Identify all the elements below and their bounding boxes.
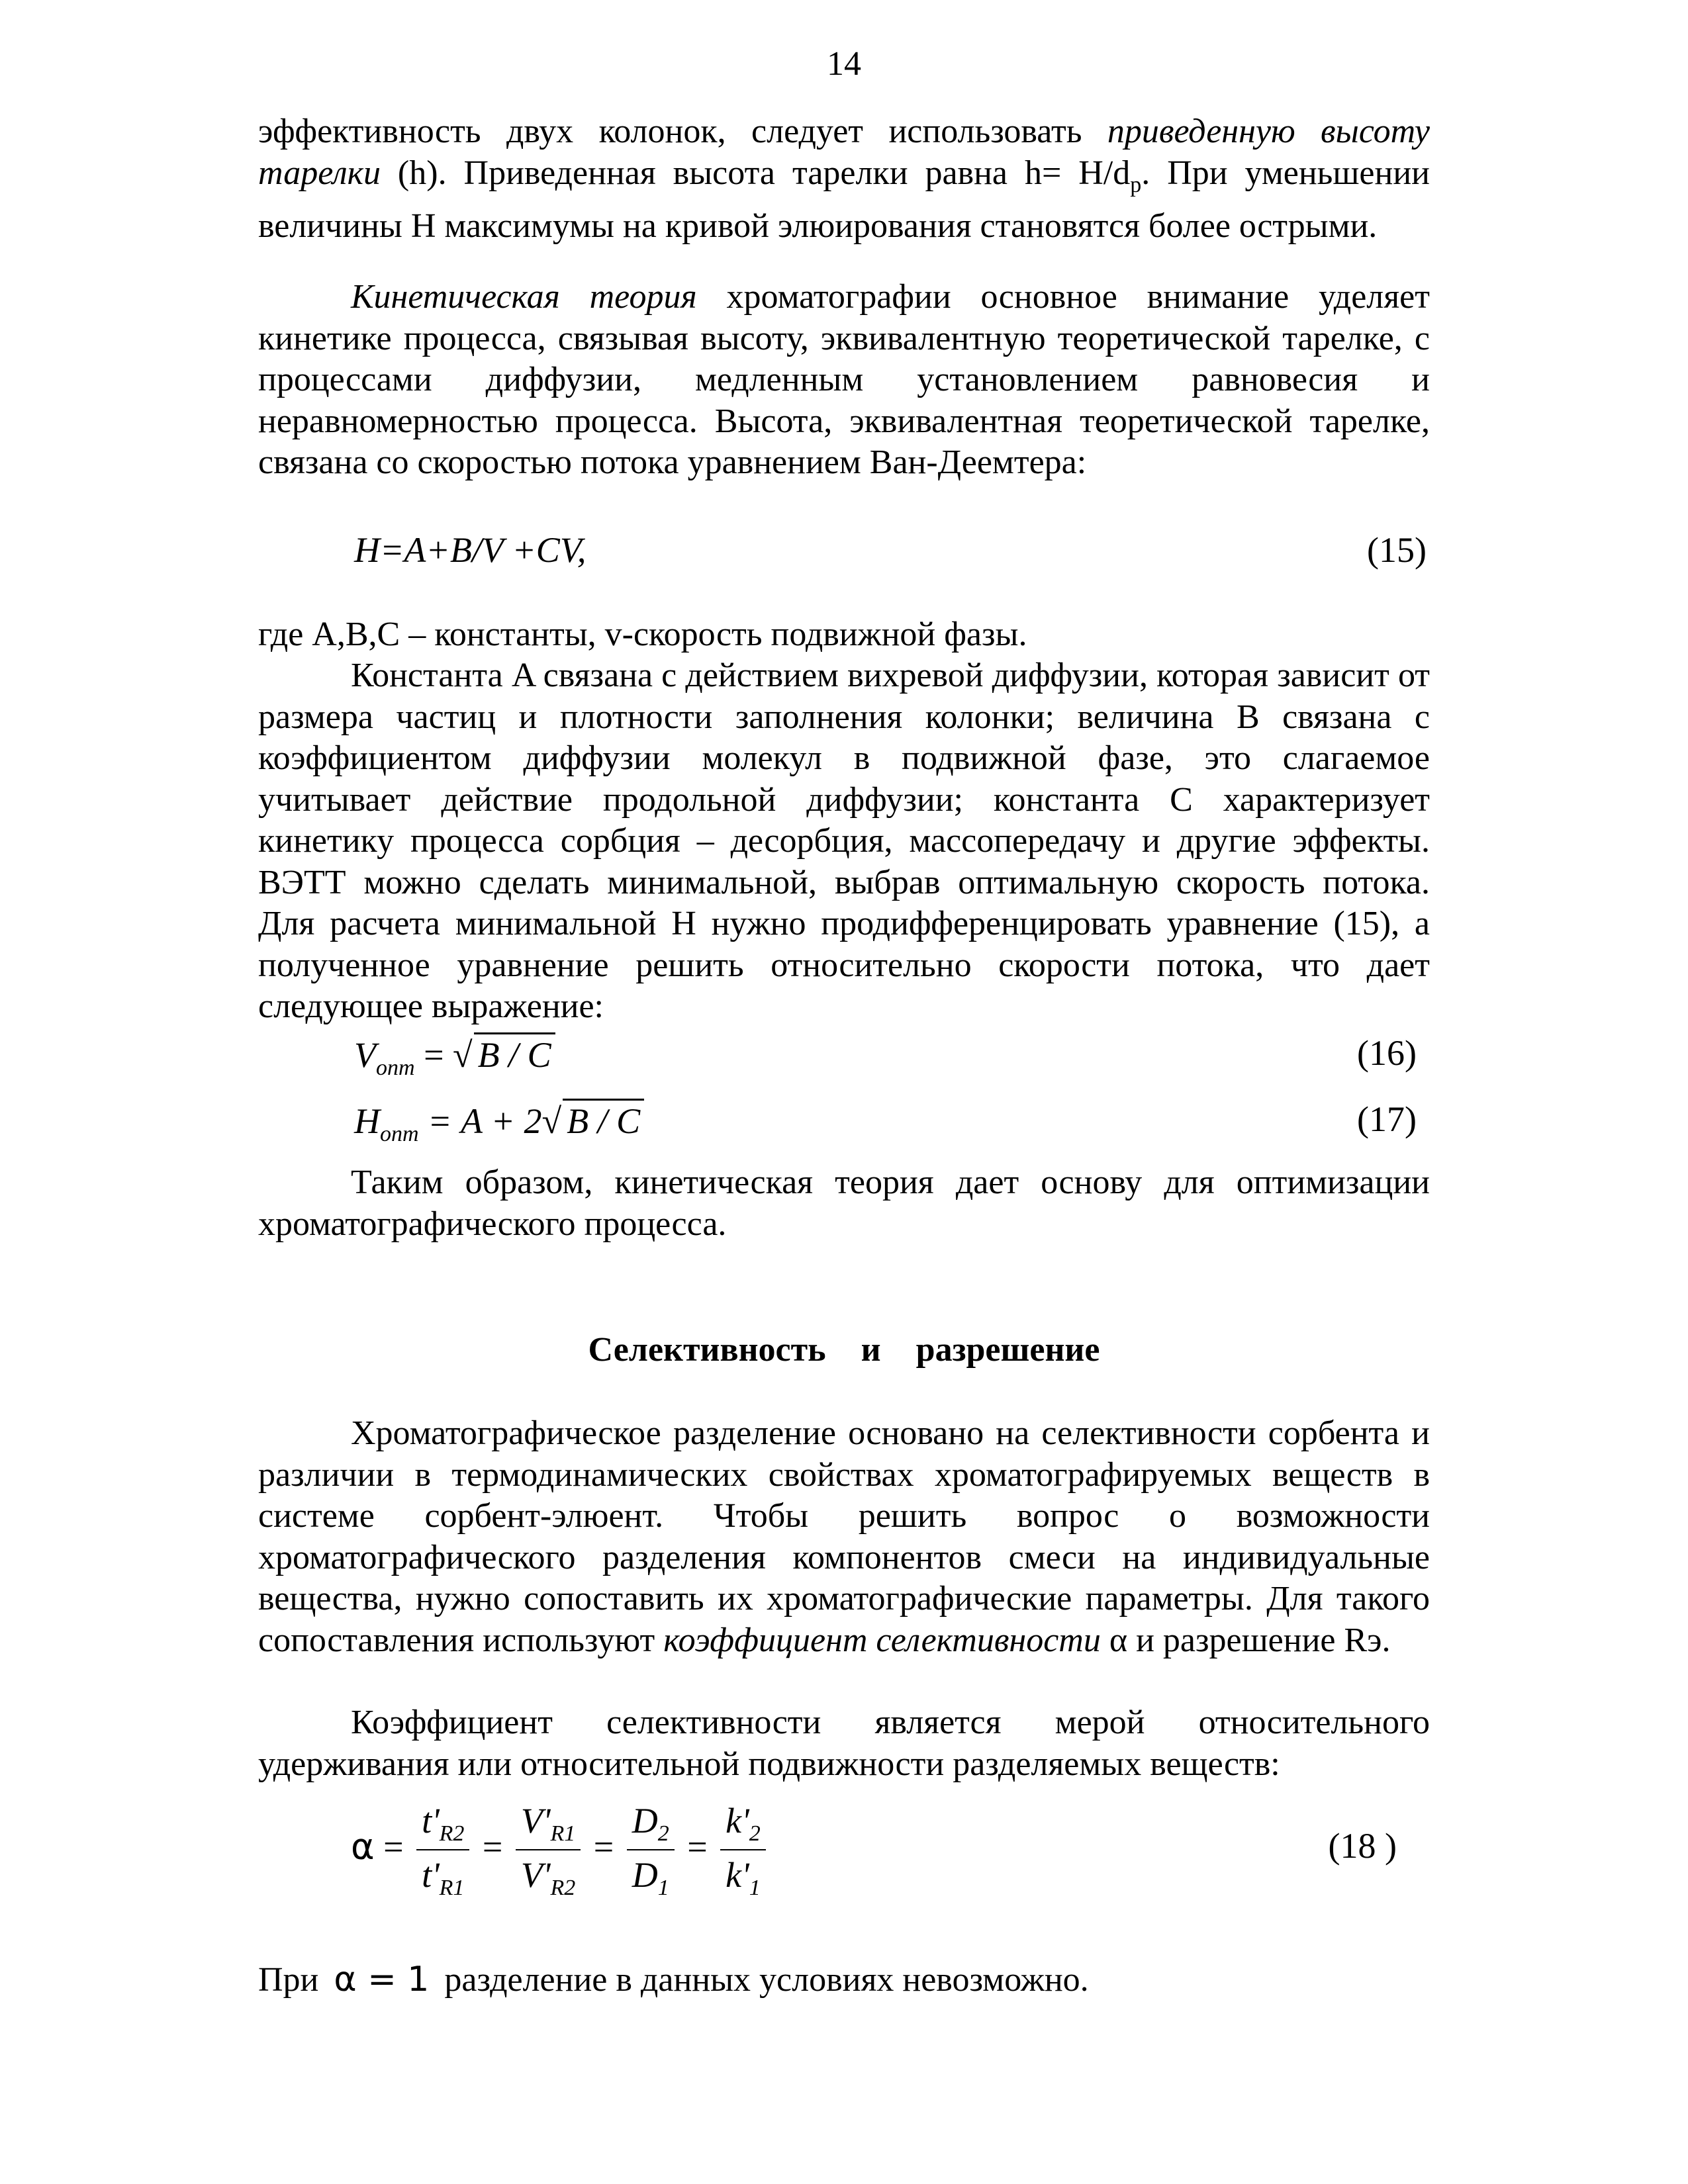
f1-num-sub: R2 — [439, 1821, 465, 1846]
equation-18-formula — [351, 1800, 770, 1901]
paragraph-alpha-one — [258, 1959, 1430, 2001]
f1-den: t' — [422, 1855, 440, 1895]
equation-18-number: (18 ) — [1328, 1826, 1397, 1866]
section-heading: Селективность и разрешение — [588, 1331, 1100, 1369]
equation-17-lhs: H — [354, 1101, 380, 1141]
equation-17-root: B / C — [563, 1099, 644, 1142]
sqrt-icon: √ — [541, 1101, 562, 1141]
f3-num-sub: 2 — [657, 1821, 669, 1846]
f3-num: D — [632, 1801, 658, 1841]
alpha-symbol: α — [351, 1825, 375, 1868]
equation-16-formula — [354, 1032, 555, 1081]
p8-text-2: разделение в данных условиях невозможно. — [436, 1961, 1089, 1999]
f1-num: t' — [422, 1801, 440, 1841]
equation-18-eq-1: = — [383, 1827, 404, 1867]
equation-16-number: (16) — [1357, 1033, 1417, 1073]
fraction-distribution — [627, 1800, 675, 1901]
f3-den-sub: 1 — [657, 1876, 669, 1900]
paragraph-chromatographic-separation — [258, 1413, 1430, 1661]
paragraph-kinetic-theory — [258, 277, 1430, 484]
p6-italic-term: коэффициент селективности — [663, 1621, 1101, 1659]
p6-text-2: α и разрешение Rэ. — [1100, 1621, 1391, 1659]
p8-text-1: При — [258, 1961, 328, 1999]
f2-den-sub: R2 — [550, 1876, 576, 1900]
p1-text-2: (h). Приведенная высота тарелки равна h= H/d — [380, 154, 1131, 192]
f2-den: V' — [520, 1855, 551, 1895]
paragraph-conclusion: Таким образом, кинетическая теория дает основу для оптимизации хроматографического процесса. — [258, 1163, 1430, 1243]
equation-16-eq: = — [414, 1035, 453, 1075]
f4-den-sub: 1 — [749, 1876, 761, 1900]
equation-18-eq-4: = — [687, 1827, 708, 1867]
f2-num-sub: R1 — [550, 1821, 576, 1846]
equation-17-number: (17) — [1357, 1099, 1417, 1139]
equation-16-lhs-sub: опт — [376, 1056, 415, 1080]
p1-text-3: . При уменьшении величины H максимумы на кривой элюирования становятся более острыми. — [258, 154, 1430, 245]
f1-den-sub: R1 — [439, 1876, 465, 1900]
equation-18-eq-2: = — [482, 1827, 503, 1867]
paragraph-constant-a: Константа A связана с действием вихревой диффузии, которая зависит от размера частиц и плотности заполнения колонки; величина B связана с коэффициентом диффузии молекул в подвижной фазе, это слагаемое учитывает действие продольной диффузии; константа C характеризует кинетику процесса сорбция – десорбция, массопередачу и другие эффекты. ВЭТТ можно сделать минимальной, выбрав оптимальную скорость потока. Для расчета минимальной H нужно продифференцировать уравнение (15), а полученное уравнение решить относительно скорости потока, что дает следующее выражение: — [258, 657, 1430, 1025]
fraction-retention-time — [416, 1800, 469, 1901]
paragraph-selectivity-coefficient: Коэффициент селективности является мерой относительного удерживания или относительной подвижности разделяемых веществ: — [258, 1704, 1430, 1783]
p8-alpha-expression: α = 1 — [334, 1960, 430, 1999]
f4-den: k' — [726, 1855, 749, 1895]
equation-16-root: B / C — [474, 1032, 555, 1075]
equation-18 — [0, 1800, 1688, 1919]
sqrt-icon: √ — [453, 1035, 473, 1075]
equation-16-lhs: V — [354, 1035, 376, 1075]
p1-italic-term: приведенную высоту тарелки — [258, 113, 1430, 192]
equation-17-lhs-sub: опт — [380, 1122, 419, 1146]
equation-15 — [0, 529, 1688, 609]
f2-num: V' — [520, 1801, 551, 1841]
fraction-retention-volume — [516, 1800, 581, 1901]
p6-text-1: Хроматографическое разделение основано на селективности сорбента и различии в термодинамических свойствах хроматографируемых веществ в системе сорбент-элюент. Чтобы решить вопрос о возможности хроматографического разделения компонентов смеси на индивидуальные вещества, нужно сопоставить их хроматографические параметры. Для такого сопоставления используют — [258, 1414, 1430, 1659]
f4-num: k' — [726, 1801, 749, 1841]
equation-15-formula: H=A+B/V +CV, — [354, 530, 586, 570]
equation-17-formula — [354, 1099, 644, 1147]
f3-den: D — [632, 1855, 658, 1895]
equation-15-number: (15) — [1367, 530, 1427, 570]
paragraph-reduced-plate-height — [258, 111, 1430, 248]
p1-text-1: эффективность двух колонок, следует использовать — [258, 113, 1107, 150]
fraction-capacity — [720, 1800, 766, 1901]
p2-italic-term: Кинетическая теория — [351, 278, 697, 316]
p1-subscript: p — [1130, 172, 1142, 197]
p2-text: хроматографии основное внимание уделяет кинетике процесса, связывая высоту, эквивалентную теоретической тарелке, с процессами диффузии, медленным установлением равновесия и неравномерностью процесса. Высота, эквивалентная теоретической тарелке, связана со скоростью потока уравнением Ван-Деемтера: — [258, 278, 1430, 481]
f4-num-sub: 2 — [749, 1821, 761, 1846]
equation-18-eq-3: = — [593, 1827, 614, 1867]
equation-17-mid: = A + 2 — [418, 1101, 542, 1141]
paragraph-constants: где A,B,C – константы, v-скорость подвижной фазы. — [258, 615, 1027, 653]
page-number: 14 — [827, 45, 861, 83]
